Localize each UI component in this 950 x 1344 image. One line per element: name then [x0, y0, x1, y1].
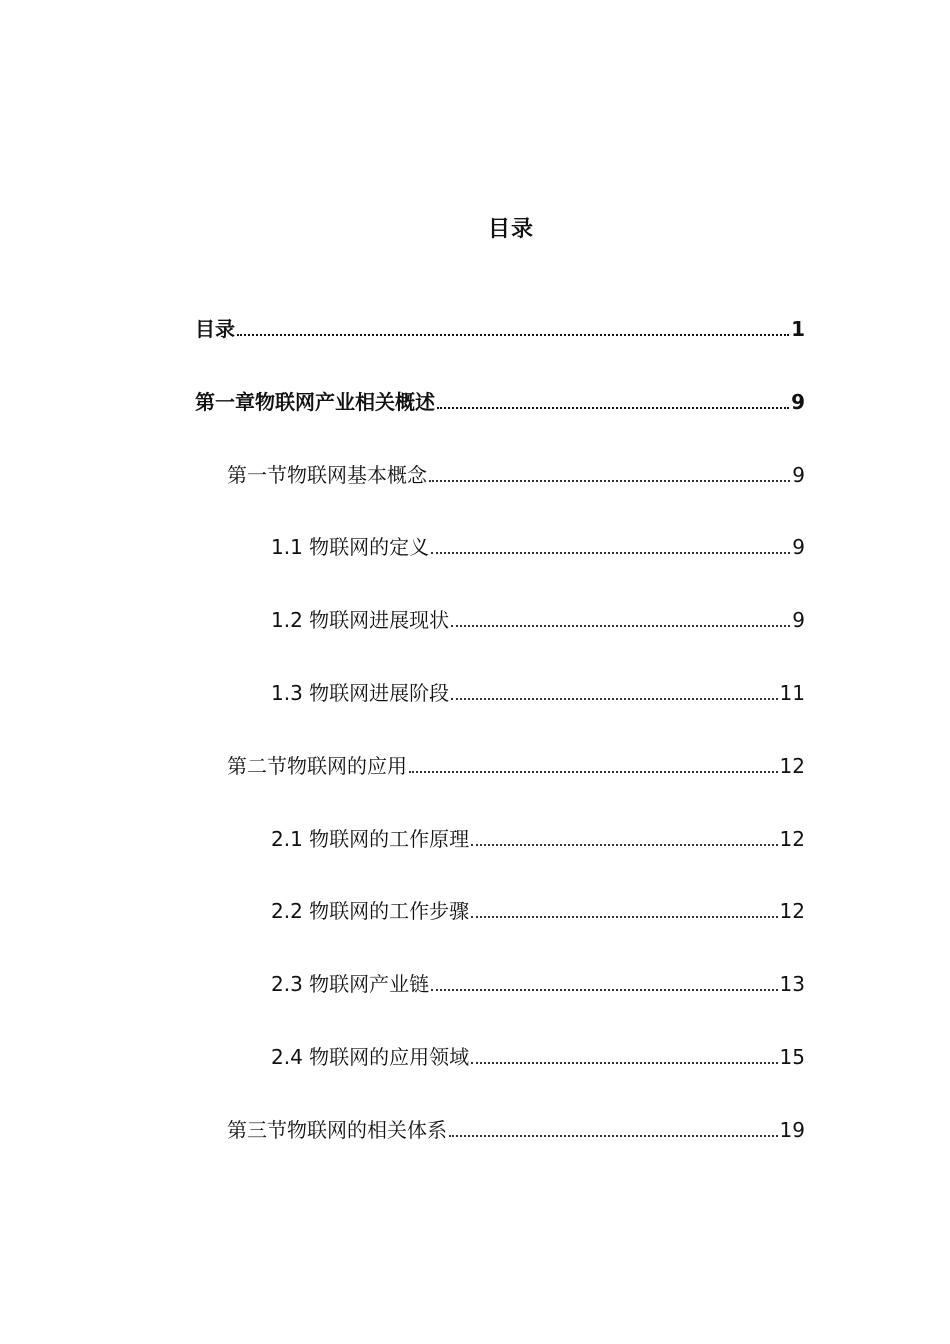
toc-entry-page-number: 19 — [779, 1118, 805, 1142]
toc-entry-page-number: 11 — [779, 681, 805, 705]
toc-entry[interactable] — [227, 749, 805, 779]
toc-entry[interactable] — [271, 967, 805, 997]
toc-entry[interactable] — [195, 385, 805, 415]
toc-entry-title: 第三节物联网的相关体系 — [227, 1118, 447, 1142]
dot-leader — [409, 770, 778, 773]
dot-leader — [449, 1134, 778, 1137]
toc-entry-title: 第一章物联网产业相关概述 — [195, 390, 435, 414]
toc-entry-title: 1.2 物联网进展现状 — [271, 608, 450, 632]
toc-entry-page-number: 15 — [779, 1045, 805, 1069]
toc-entry[interactable] — [271, 1040, 805, 1070]
toc-entry-page-number: 9 — [791, 390, 805, 414]
toc-entry[interactable] — [271, 894, 805, 924]
dot-leader — [471, 915, 777, 918]
dot-leader — [451, 697, 777, 700]
dot-leader — [451, 624, 790, 627]
toc-entry-title: 2.3 物联网产业链 — [271, 972, 430, 996]
toc-entry-title: 1.1 物联网的定义 — [271, 535, 430, 559]
dot-leader — [237, 333, 789, 336]
toc-entry-title: 2.2 物联网的工作步骤 — [271, 899, 470, 923]
toc-entry-title: 第一节物联网基本概念 — [227, 463, 427, 487]
toc-entry-title: 1.3 物联网进展阶段 — [271, 681, 450, 705]
toc-entry[interactable] — [227, 458, 805, 488]
toc-entry-page-number: 12 — [779, 827, 805, 851]
toc-entry-page-number: 1 — [791, 317, 805, 341]
toc-entry-page-number: 12 — [779, 754, 805, 778]
toc-entry-page-number: 12 — [779, 899, 805, 923]
dot-leader — [431, 551, 790, 554]
dot-leader — [471, 1061, 777, 1064]
toc-entry[interactable] — [227, 1113, 805, 1143]
toc-entry-page-number: 9 — [792, 463, 805, 487]
toc-entry-title: 2.1 物联网的工作原理 — [271, 827, 470, 851]
dot-leader — [431, 988, 777, 991]
dot-leader — [429, 479, 790, 482]
toc-entry-title: 第二节物联网的应用 — [227, 754, 407, 778]
toc-entry-title: 目录 — [195, 317, 235, 341]
page-title: 目录 — [487, 217, 534, 242]
toc-entry[interactable] — [271, 676, 805, 706]
toc-entry[interactable] — [271, 530, 805, 560]
toc-entry[interactable] — [271, 822, 805, 852]
dot-leader — [437, 406, 789, 409]
toc-entry-title: 2.4 物联网的应用领域 — [271, 1045, 470, 1069]
toc-entry[interactable] — [195, 312, 805, 342]
dot-leader — [471, 843, 777, 846]
toc-entry-page-number: 9 — [792, 535, 805, 559]
toc-entry-page-number: 9 — [792, 608, 805, 632]
toc-entry-page-number: 13 — [779, 972, 805, 996]
toc-entry[interactable] — [271, 603, 805, 633]
